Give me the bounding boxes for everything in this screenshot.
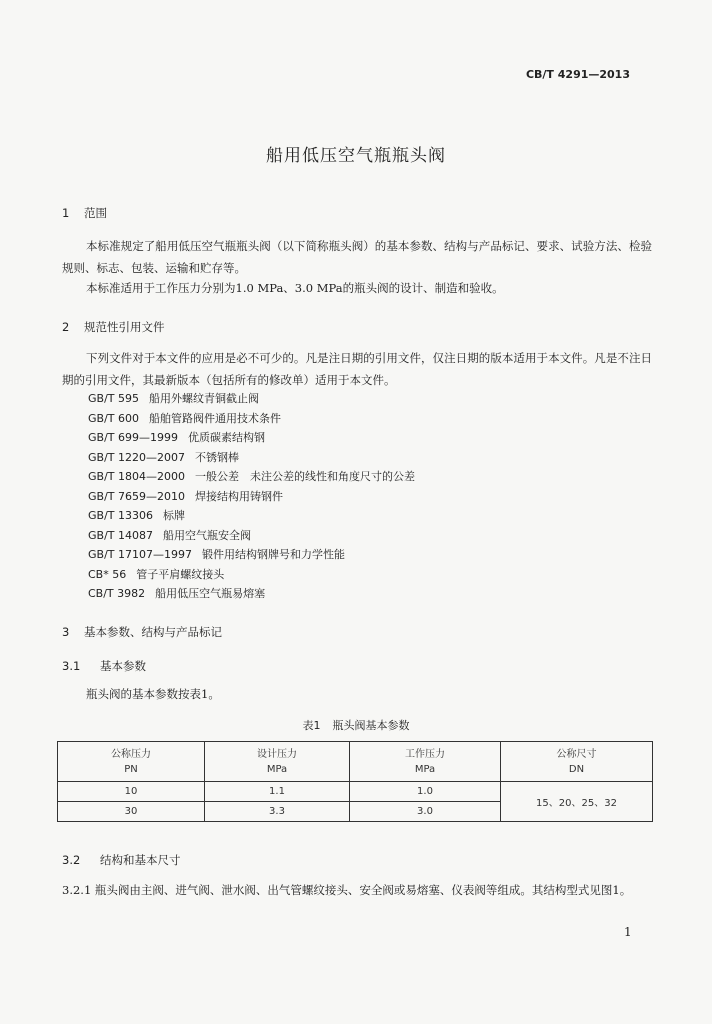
reference-title: 优质碳素结构钢 [187, 431, 265, 444]
header-nominal-pressure: 公称压力 PN [58, 742, 205, 782]
structure-paragraph: 3.2.1 瓶头阀由主阀、进气阀、泄水阀、出气管螺纹接头、安全阀或易熔塞、仪表阀等组成。其结构型式见图1。 [62, 883, 632, 897]
cell-pn: 10 [58, 782, 205, 802]
reference-title: 标牌 [163, 509, 185, 522]
reference-item [88, 584, 415, 604]
reference-title: 管子平肩螺纹接头 [136, 567, 225, 581]
reference-item [88, 428, 415, 448]
reference-title: 船用外螺纹青铜截止阀 [149, 392, 259, 405]
cell-pn: 30 [58, 802, 205, 822]
reference-code: GB/T 595 [88, 392, 139, 405]
reference-code: CB/T 3982 [88, 587, 146, 600]
table-header-row [58, 742, 653, 782]
basic-params-paragraph: 瓶头阀的基本参数按表1。 [86, 687, 220, 701]
basic-params-table [57, 741, 653, 822]
section-3-2-heading [62, 852, 181, 868]
page-number: 1 [624, 925, 632, 939]
section-title: 范围 [84, 206, 107, 220]
cell-design-pressure: 3.3 [205, 802, 350, 822]
section-title: 基本参数 [100, 659, 146, 673]
reference-item [88, 565, 415, 585]
section-title: 结构和基本尺寸 [100, 853, 181, 867]
reference-code: GB/T 600 [88, 411, 139, 425]
document-code: CB/T 4291—2013 [525, 68, 630, 81]
cell-nominal-size: 15、20、25、32 [501, 782, 653, 822]
reference-code: GB/T 7659—2010 [88, 489, 185, 503]
cell-working-pressure: 1.0 [350, 782, 501, 802]
reference-title: 船用低压空气瓶易熔塞 [155, 587, 266, 600]
document-title: 船用低压空气瓶瓶头阀 [266, 146, 446, 166]
table-caption-title: 瓶头阀基本参数 [332, 719, 410, 732]
reference-item [88, 487, 415, 507]
cell-design-pressure: 1.1 [205, 782, 350, 802]
reference-title: 一般公差 未注公差的线性和角度尺寸的公差 [194, 470, 415, 483]
reference-item [88, 545, 415, 565]
reference-code: GB/T 17107—1997 [88, 548, 192, 561]
reference-code: GB/T 1804—2000 [88, 470, 185, 483]
reference-item [88, 409, 415, 429]
section-title: 规范性引用文件 [84, 320, 165, 334]
reference-title: 不锈钢棒 [194, 450, 239, 464]
cell-working-pressure: 3.0 [350, 802, 501, 822]
reference-item [88, 526, 415, 546]
section-title: 基本参数、结构与产品标记 [84, 625, 222, 639]
reference-code: GB/T 1220—2007 [88, 450, 185, 464]
reference-item [88, 467, 415, 487]
table-1-caption [0, 717, 712, 733]
section-3-heading [62, 624, 222, 640]
reference-list [88, 389, 415, 604]
section-number: 2 [62, 320, 70, 334]
section-3-1-heading [62, 658, 146, 674]
header-design-pressure: 设计压力 MPa [205, 742, 350, 782]
reference-title: 锻件用结构钢牌号和力学性能 [201, 548, 345, 561]
reference-item [88, 506, 415, 526]
scope-paragraph-2: 本标准适用于工作压力分别为1.0 MPa、3.0 MPa的瓶头阀的设计、制造和验收。 [86, 281, 504, 295]
reference-title: 船舶管路阀件通用技术条件 [149, 411, 281, 425]
reference-code: GB/T 13306 [88, 509, 153, 522]
reference-title: 焊接结构用铸钢件 [194, 489, 283, 503]
section-number: 3 [62, 625, 70, 639]
header-working-pressure: 工作压力 MPa [350, 742, 501, 782]
scope-paragraph-1: 本标准规定了船用低压空气瓶瓶头阀（以下简称瓶头阀）的基本参数、结构与产品标记、要求、试验方法、检验规则、标志、包装、运输和贮存等。 [62, 239, 652, 275]
header-nominal-size: 公称尺寸 DN [501, 742, 653, 782]
reference-code: GB/T 699—1999 [88, 431, 178, 444]
reference-item [88, 448, 415, 468]
reference-code: GB/T 14087 [88, 528, 153, 542]
section-1-heading [62, 205, 107, 221]
table-caption-number: 表1 [302, 719, 321, 732]
reference-title: 船用空气瓶安全阀 [163, 528, 251, 542]
section-number: 3.1 [62, 659, 81, 673]
reference-code: CB* 56 [88, 567, 127, 581]
section-number: 3.2 [62, 853, 81, 867]
section-number: 1 [62, 206, 70, 220]
section-2-heading [62, 319, 165, 335]
references-intro-paragraph: 下列文件对于本文件的应用是必不可少的。凡是注日期的引用文件，仅注日期的版本适用于本文件。凡是不注日期的引用文件，其最新版本（包括所有的修改单）适用于本文件。 [62, 351, 652, 387]
table-row [58, 782, 653, 802]
reference-item [88, 389, 415, 409]
